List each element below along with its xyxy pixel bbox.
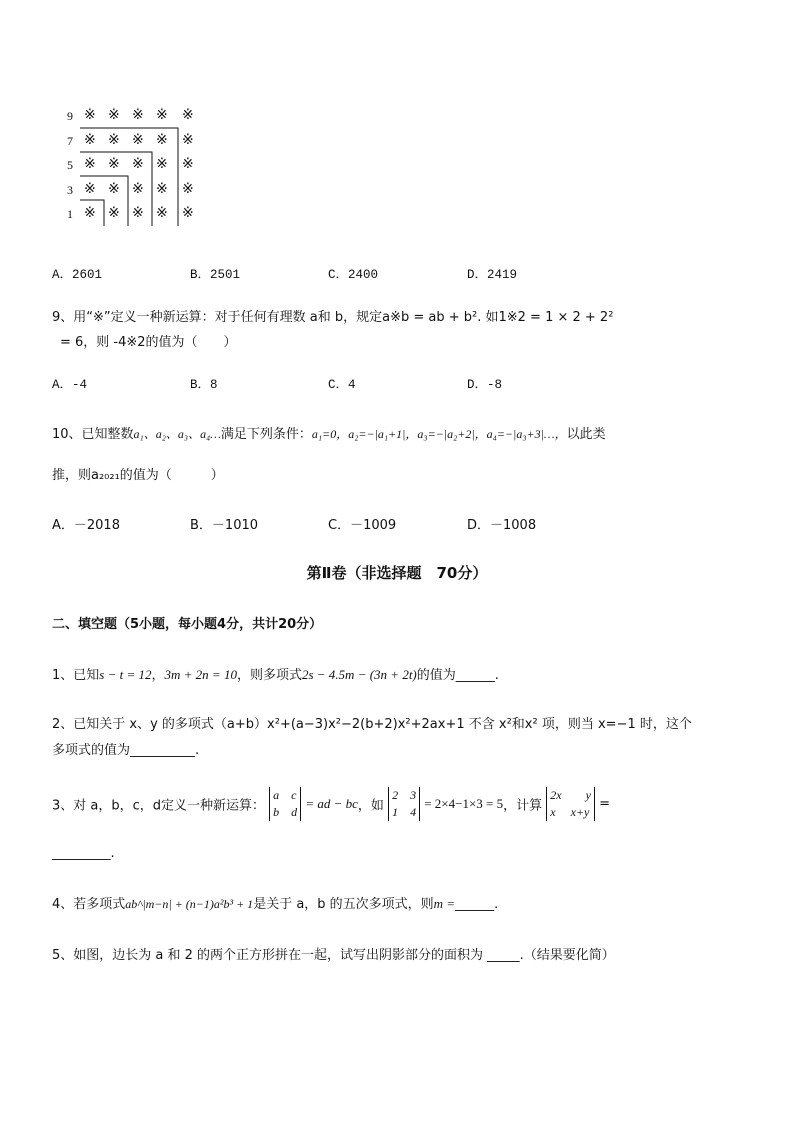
f1-expr: 2s − 4.5m − (3n + 2t) — [301, 667, 417, 682]
row-label-5: 5 — [67, 158, 73, 172]
q9-line2: = 6，则 -4※2的值为（ ） — [60, 335, 237, 350]
f3-determinant-1 — [269, 787, 301, 821]
det1-row2: b d — [273, 805, 298, 819]
pattern-symbol: ※ — [108, 156, 120, 172]
pattern-symbol: ※ — [132, 181, 144, 197]
fill-question-5: 5、如图，边长为 a 和 2 的两个正方形拼在一起，试写出阴影部分的面积为 _____.（结果要化简） — [52, 948, 615, 963]
pattern-symbol: ※ — [156, 107, 168, 123]
det3-row2: x x+y — [550, 805, 590, 819]
q10-sequence: a₁、a₂、a₃、a₄… — [133, 427, 221, 441]
pattern-symbol: ※ — [132, 205, 144, 221]
q10-suffix: 以此类 — [566, 427, 606, 442]
f3-definition: = ad − bc — [305, 796, 358, 811]
pattern-symbol: ※ — [108, 132, 120, 148]
f4-polynomial: ab^|m−n| + (n−1)a²b³ + 1 — [125, 897, 254, 911]
fill-question-4 — [52, 893, 498, 912]
fill-blank-header: 二、填空题（5小题，每小题4分，共计20分） — [52, 617, 323, 632]
q9-option-c[interactable]: C．4 — [328, 378, 356, 392]
q10-conditions: a₁=0，a₂=−|a₁+1|，a₃=−|a₂+2|，a₄=−|a₃+3|…， — [311, 427, 567, 441]
q10-option-c[interactable]: C．－1009 — [328, 518, 397, 533]
f3-f: = — [599, 796, 610, 812]
f3-determinant-3 — [546, 787, 595, 821]
f3-example: = 2×4−1×3 = 5 — [424, 796, 504, 811]
pattern-symbol: ※ — [84, 107, 96, 123]
q10-line2: 推，则a₂₀₂₁的值为（ ） — [52, 468, 224, 483]
f4-e: ______. — [455, 897, 499, 912]
row-label-3: 3 — [67, 183, 73, 197]
pattern-symbol: ※ — [156, 156, 168, 172]
fill-question-1 — [52, 664, 499, 683]
q8-option-d[interactable]: D．2419 — [467, 268, 518, 282]
f3-a: 3、对 a，b，c，d定义一种新运算： — [52, 798, 266, 814]
f4-d: m = — [433, 896, 456, 911]
f3-c: ，如 — [357, 798, 384, 814]
det2-row2: 1 4 — [392, 805, 417, 819]
f1-eq2: 3m + 2n = 10 — [164, 667, 237, 682]
fill-question-2-line1: 2、已知关于 x、y 的多项式（a+b）x²+(a−3)x²−2(b+2)x²+2ax+1 不含 x²和x² 项，则当 x=−1 时，这个 — [52, 717, 692, 732]
pattern-symbol: ※ — [156, 205, 168, 221]
q8-option-a[interactable]: A．2601 — [52, 268, 103, 282]
pattern-symbol: ※ — [156, 181, 168, 197]
f3-e: ，计算 — [503, 798, 543, 814]
fill-question-3-line2: _________. — [52, 846, 115, 861]
q9-option-b[interactable]: B．8 — [190, 378, 218, 392]
pattern-symbol: ※ — [132, 132, 144, 148]
pattern-symbol: ※ — [108, 205, 120, 221]
f1-c: ， — [151, 668, 165, 683]
row-label-1: 1 — [67, 207, 73, 221]
q9-line1: 9、用“※”定义一种新运算：对于任何有理数 a和 b，规定a※b = ab + b². 如1※2 = 1 × 2 + 2² — [52, 310, 614, 325]
q8-option-c[interactable]: C．2400 — [328, 268, 379, 282]
det1-row1: a c — [273, 788, 297, 802]
f1-eq1: s − t = 12 — [99, 667, 152, 682]
q10-option-b[interactable]: B．－1010 — [190, 518, 259, 533]
f3-determinant-2 — [388, 787, 420, 821]
q10-line1 — [52, 423, 606, 442]
q9-option-d[interactable]: D．-8 — [467, 378, 503, 392]
q8-option-b[interactable]: B．2501 — [190, 268, 241, 282]
f1-e: ，则多项式 — [236, 668, 302, 683]
f4-c: 是关于 a，b 的五次多项式，则 — [253, 897, 434, 912]
pattern-symbol: ※ — [84, 132, 96, 148]
f4-a: 4、若多项式 — [52, 897, 126, 912]
q10-prefix: 10、已知整数 — [52, 427, 134, 442]
f1-g: 的值为______. — [416, 668, 499, 683]
pattern-symbol: ※ — [108, 181, 120, 197]
det3-row1: 2x y — [550, 788, 591, 802]
pattern-symbol: ※ — [84, 181, 96, 197]
pattern-symbol: ※ — [84, 205, 96, 221]
q10-option-d[interactable]: D．－1008 — [467, 518, 537, 533]
pattern-symbol: ※ — [132, 156, 144, 172]
fill-question-3 — [52, 787, 610, 821]
q10-option-a[interactable]: A．－2018 — [52, 518, 120, 533]
pattern-symbol: ※ — [182, 156, 194, 172]
pattern-symbol: ※ — [182, 132, 194, 148]
row-label-9: 9 — [67, 109, 73, 123]
q9-option-a[interactable]: A．-4 — [52, 378, 88, 392]
q10-mid: 满足下列条件： — [220, 427, 312, 442]
pattern-symbol: ※ — [182, 205, 194, 221]
det2-row1: 2 3 — [392, 788, 417, 802]
pattern-symbol: ※ — [182, 181, 194, 197]
pattern-symbol: ※ — [156, 132, 168, 148]
pattern-symbol: ※ — [108, 107, 120, 123]
row-label-7: 7 — [67, 134, 73, 148]
pattern-symbol: ※ — [84, 156, 96, 172]
fill-question-2-line2: 多项式的值为__________. — [52, 743, 200, 758]
pattern-symbol: ※ — [132, 107, 144, 123]
f1-a: 1、已知 — [52, 668, 100, 683]
section-2-title: 第Ⅱ卷（非选择题 70分） — [306, 564, 488, 582]
pattern-symbol: ※ — [182, 107, 194, 123]
